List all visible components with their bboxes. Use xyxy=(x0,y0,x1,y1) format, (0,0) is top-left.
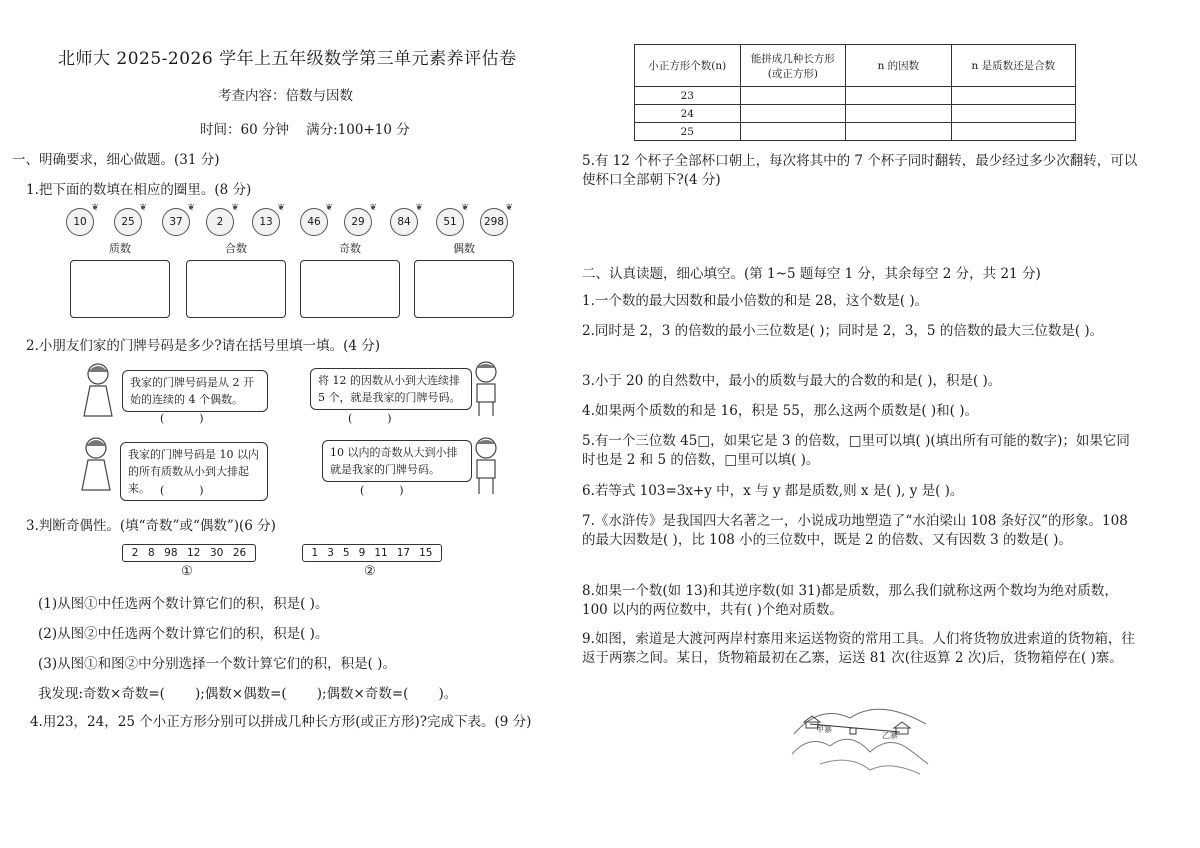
number-circle[interactable]: 84 ❦ xyxy=(390,208,418,236)
number-circle[interactable]: 10 ❦ xyxy=(66,208,94,236)
table-header: 能拼成几种长方形(或正方形) xyxy=(740,45,846,87)
leaf-icon: ❦ xyxy=(231,203,239,213)
category-label: 奇数 xyxy=(339,242,361,255)
cableway-illustration xyxy=(790,694,930,776)
speech-bubble-2: 将 12 的因数从小到大连续排 5 个，就是我家的门牌号码。 xyxy=(310,368,472,410)
figure-mark-1: ① xyxy=(181,564,193,579)
number-set-1 xyxy=(122,544,256,562)
village-a-label: 甲寨 xyxy=(816,725,832,734)
answer-blank[interactable]: ( ) xyxy=(360,484,404,497)
girl-figure-icon xyxy=(78,362,118,422)
leaf-icon: ❦ xyxy=(139,203,147,213)
question-3-finding: 我发现:奇数×奇数=( );偶数×偶数=( );偶数×奇数=( )。 xyxy=(38,686,458,702)
factor-table xyxy=(634,44,1076,141)
answer-blank[interactable]: ( ) xyxy=(348,412,392,425)
number-circle[interactable]: 46 ❦ xyxy=(300,208,328,236)
table-cell-blank[interactable] xyxy=(846,87,952,105)
fill-item-1: 1.一个数的最大因数和最小倍数的和是 28，这个数是( )。 xyxy=(582,293,929,309)
question-2: 2.小朋友们家的门牌号码是多少?请在括号里填一填。(4 分) xyxy=(26,338,381,354)
question-1: 1.把下面的数填在相应的圈里。(8 分) xyxy=(26,182,252,198)
leaf-icon: ❦ xyxy=(415,203,423,213)
leaf-icon: ❦ xyxy=(505,203,513,213)
exam-content: 考查内容：倍数与因数 xyxy=(218,88,353,104)
leaf-icon: ❦ xyxy=(187,203,195,213)
table-cell-blank[interactable] xyxy=(951,87,1075,105)
category-label: 质数 xyxy=(109,242,131,255)
boy-figure-icon xyxy=(466,360,506,420)
boy-figure-icon xyxy=(466,436,506,498)
set-number: 98 xyxy=(164,547,178,559)
number-circle[interactable]: 25 ❦ xyxy=(114,208,142,236)
time-score: 时间：60 分钟 满分:100+10 分 xyxy=(200,122,410,138)
number-circle[interactable]: 2 ❦ xyxy=(206,208,234,236)
figure-mark-2: ② xyxy=(364,564,376,579)
table-row xyxy=(635,105,1076,123)
answer-box-composite[interactable] xyxy=(186,260,286,318)
table-row xyxy=(635,123,1076,141)
number-circle[interactable]: 298 ❦ xyxy=(480,208,508,236)
question-3-2: (2)从图②中任选两个数计算它们的积，积是( )。 xyxy=(38,626,329,642)
answer-blank[interactable]: ( ) xyxy=(160,484,204,497)
set-number: 17 xyxy=(396,547,411,559)
number-circle[interactable]: 37 ❦ xyxy=(162,208,190,236)
table-header-row xyxy=(635,45,1076,87)
answer-box-prime[interactable] xyxy=(70,260,170,318)
table-cell: 25 xyxy=(635,123,741,141)
answer-box-odd[interactable] xyxy=(300,260,400,318)
fill-item-5: 5.有一个三位数 45□，如果它是 3 的倍数，□里可以填( )(填出所有可能的数字)；如果它同时也是 2 和 5 的倍数，□里可以填( )。 xyxy=(582,433,1130,468)
village-b-label: 乙寨 xyxy=(882,731,898,740)
table-cell: 23 xyxy=(635,87,741,105)
section-2-heading: 二、认真读题，细心填空。(第 1~5 题每空 1 分，其余每空 2 分，共 21 分) xyxy=(582,266,1041,282)
table-cell: 24 xyxy=(635,105,741,123)
leaf-icon: ❦ xyxy=(277,203,285,213)
leaf-icon: ❦ xyxy=(369,203,377,213)
set-number: 9 xyxy=(358,547,366,559)
section-1-heading: 一、明确要求，细心做题。(31 分) xyxy=(12,152,220,168)
table-header: n 的因数 xyxy=(846,45,952,87)
table-header: 小正方形个数(n) xyxy=(635,45,741,87)
fill-item-3: 3.小于 20 的自然数中，最小的质数与最大的合数的和是( )，积是( )。 xyxy=(582,373,1002,389)
fill-item-6: 6.若等式 103=3x+y 中，x 与 y 都是质数,则 x 是( ), y 是( )。 xyxy=(582,483,964,499)
table-row xyxy=(635,87,1076,105)
number-set-2 xyxy=(302,544,442,562)
right-column xyxy=(580,0,1180,848)
set-number: 11 xyxy=(374,547,388,559)
table-cell-blank[interactable] xyxy=(846,123,952,141)
question-4: 4.用23，24，25 个小正方形分别可以拼成几种长方形(或正方形)?完成下表。(9 分) xyxy=(30,714,532,730)
set-number: 5 xyxy=(342,547,350,559)
fill-item-8: 8.如果一个数(如 13)和其逆序数(如 31)都是质数，那么我们就称这两个数均为绝对质数，100 以内的两位数中，共有( )个绝对质数。 xyxy=(582,583,1118,618)
set-number: 30 xyxy=(209,547,224,559)
number-circle[interactable]: 51 ❦ xyxy=(436,208,464,236)
fill-item-9: 9.如图，索道是大渡河两岸村寨用来运送物资的常用工具。人们将货物放进索道的货物箱，往返于两寨之间。某日，货物箱最初在乙寨，运送 81 次(往返算 2 次)后，货物箱停在( )寨。 xyxy=(582,631,1135,666)
question-3-1: (1)从图①中任选两个数计算它们的积，积是( )。 xyxy=(38,596,329,612)
set-number: 15 xyxy=(419,547,433,559)
question-3-3: (3)从图①和图②中分别选择一个数计算它们的积，积是( )。 xyxy=(38,656,396,672)
table-cell-blank[interactable] xyxy=(740,105,846,123)
speech-bubble-3: 我家的门牌号码是 10 以内的所有质数从小到大排起来。 xyxy=(120,442,268,501)
fill-item-2: 2.同时是 2，3 的倍数的最小三位数是( )；同时是 2，3，5 的倍数的最大三位数是( )。 xyxy=(582,323,1104,339)
question-3: 3.判断奇偶性。(填“奇数”或“偶数”)(6 分) xyxy=(26,518,276,534)
category-label: 合数 xyxy=(225,242,247,255)
leaf-icon: ❦ xyxy=(325,203,333,213)
page-title: 北师大 2025-2026 学年上五年级数学第三单元素养评估卷 xyxy=(58,49,517,69)
set-number: 8 xyxy=(147,547,155,559)
number-circle[interactable]: 13 ❦ xyxy=(252,208,280,236)
table-cell-blank[interactable] xyxy=(951,123,1075,141)
leaf-icon: ❦ xyxy=(91,203,99,213)
answer-blank[interactable]: ( ) xyxy=(160,412,204,425)
speech-bubble-1: 我家的门牌号码是从 2 开始的连续的 4 个偶数。 xyxy=(122,370,268,412)
table-cell-blank[interactable] xyxy=(740,123,846,141)
set-number: 12 xyxy=(187,547,201,559)
table-cell-blank[interactable] xyxy=(740,87,846,105)
fill-item-4: 4.如果两个质数的和是 16，积是 55，那么这两个质数是( )和( )。 xyxy=(582,403,978,419)
number-circle[interactable]: 29 ❦ xyxy=(344,208,372,236)
speech-bubble-4: 10 以内的奇数从大到小排就是我家的门牌号码。 xyxy=(322,440,472,482)
question-5: 5.有 12 个杯子全部杯口朝上，每次将其中的 7 个杯子同时翻转，最少经过多少次翻转，可以使杯口全部朝下?(4 分) xyxy=(582,153,1138,188)
girl-figure-icon xyxy=(76,436,116,496)
set-number: 2 xyxy=(131,547,139,559)
table-cell-blank[interactable] xyxy=(846,105,952,123)
table-cell-blank[interactable] xyxy=(951,105,1075,123)
answer-box-even[interactable] xyxy=(414,260,514,318)
leaf-icon: ❦ xyxy=(461,203,469,213)
table-header: n 是质数还是合数 xyxy=(951,45,1075,87)
set-number: 1 xyxy=(311,547,319,559)
category-label: 偶数 xyxy=(453,242,475,255)
set-number: 26 xyxy=(232,547,247,559)
fill-item-7: 7.《水浒传》是我国四大名著之一，小说成功地塑造了“水泊梁山 108 条好汉”的形象。108 的最大因数是( )，比 108 小的三位数中，既是 2 的倍数、又有因数 3 的数是( )。 xyxy=(582,513,1128,548)
left-column xyxy=(0,0,560,848)
set-number: 3 xyxy=(327,547,334,559)
